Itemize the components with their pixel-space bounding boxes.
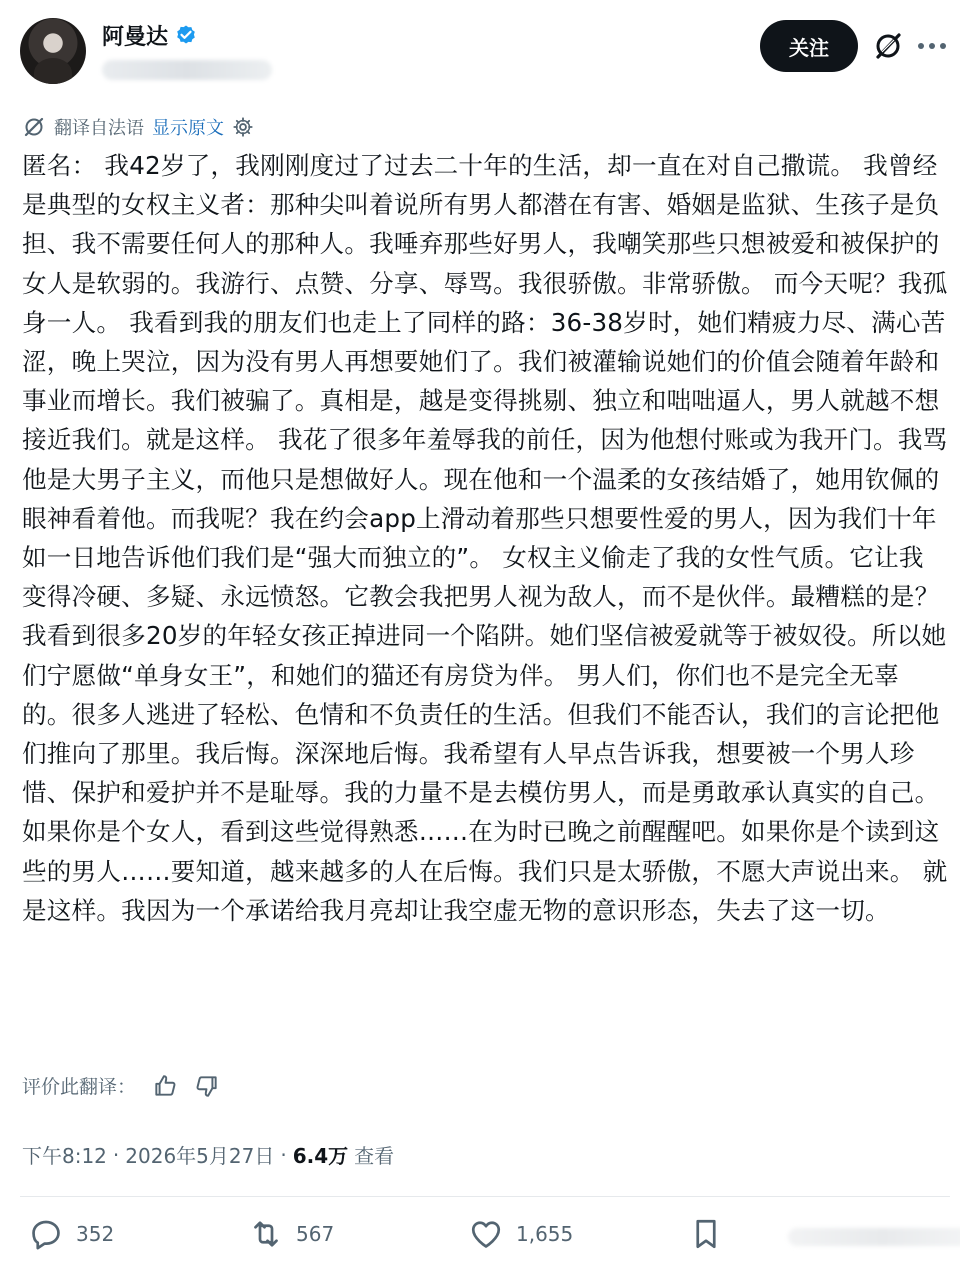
translation-bar xyxy=(22,114,254,140)
more-dot xyxy=(929,43,935,49)
rate-translation xyxy=(22,1072,220,1099)
meta-separator: · xyxy=(280,1142,287,1167)
thumbs-down-icon[interactable] xyxy=(194,1073,220,1099)
author-row xyxy=(102,20,198,51)
action-bar xyxy=(28,1216,928,1256)
author-handle-redacted xyxy=(102,60,272,80)
meta-separator: · xyxy=(112,1142,120,1167)
more-icon[interactable] xyxy=(918,30,946,62)
grok-translate-icon xyxy=(22,115,46,139)
show-original-link[interactable]: 显示原文 xyxy=(152,118,224,139)
rate-label: 评价此翻译： xyxy=(22,1076,137,1098)
repost-button[interactable] xyxy=(248,1216,334,1252)
reply-count: 352 xyxy=(76,1222,115,1246)
like-button[interactable] xyxy=(468,1216,573,1252)
repost-icon xyxy=(248,1216,284,1252)
more-dot xyxy=(918,43,924,49)
post-header xyxy=(0,0,960,100)
more-dot xyxy=(940,43,946,49)
views-label: 查看 xyxy=(354,1144,395,1168)
post-time[interactable]: 下午8:12 xyxy=(22,1144,107,1168)
gear-icon[interactable] xyxy=(232,116,254,138)
reply-icon xyxy=(28,1216,64,1252)
avatar[interactable] xyxy=(20,18,86,84)
divider xyxy=(20,1196,950,1197)
reply-button[interactable] xyxy=(28,1216,114,1252)
like-count: 1,655 xyxy=(516,1222,574,1246)
post-date[interactable]: 2026年5月27日 xyxy=(125,1144,275,1168)
bookmark-icon xyxy=(688,1216,724,1252)
follow-button[interactable]: 关注 xyxy=(760,20,858,72)
grok-icon[interactable] xyxy=(872,30,904,62)
post-meta xyxy=(22,1140,394,1169)
post-text: 匿名： 我42岁了，我刚刚度过了过去二十年的生活，却一直在对自己撒谎。 我曾经是典型的女权主义者：那种尖叫着说所有男人都潜在有害、婚姻是监狱、生孩子是负担、我不需要任何人的那种人。我唾弃那些好男人，我嘲笑那些只想被爱和被保护的女人是软弱的。我游行、点赞、分享、辱骂。我很骄傲。非常骄傲。 而今天呢？我孤身一人。 我看到我的朋友们也走上了同样的路：36-38岁时，她们精疲力尽、满心苦涩，晚上哭泣，因为没有男人再想要她们了。我们被灌输说她们的价值会随着年龄和事业而增长。我们被骗了。真相是，越是变得挑剔、独立和咄咄逼人，男人就越不想接近我们。就是这样。 我花了很多年羞辱我的前任，因为他想付账或为我开门。我骂他是大男子主义，而他只是想做好人。现在他和一个温柔的女孩结婚了，她用钦佩的眼神看着他。而我呢？我在约会app上滑动着那些只想要性爱的男人，因为我们十年如一日地告诉他们我们是“强大而独立的”。 女权主义偷走了我的女性气质。它让我变得冷硬、多疑、永远愤怒。它教会我把男人视为敌人，而不是伙伴。最糟糕的是？我看到很多20岁的年轻女孩正掉进同一个陷阱。她们坚信被爱就等于被奴役。所以她们宁愿做“单身女王”，和她们的猫还有房贷为伴。 男人们，你们也不是完全无辜的。很多人逃进了轻松、色情和不负责任的生活。但我们不能否认，我们的言论把他们推向了那里。我后悔。深深地后悔。我希望有人早点告诉我，想要被一个男人珍惜、保护和爱护并不是耻辱。我的力量不是去模仿男人，而是勇敢承认真实的自己。如果你是个女人，看到这些觉得熟悉……在为时已晚之前醒醒吧。如果你是个读到这些的男人……要知道，越来越多的人在后悔。我们只是太骄傲，不愿大声说出来。 就是这样。我因为一个承诺给我月亮却让我空虚无物的意识形态，失去了这一切。 xyxy=(22,151,948,925)
author-name[interactable]: 阿曼达 xyxy=(102,25,169,50)
verified-badge-icon xyxy=(174,24,198,48)
bookmark-button[interactable] xyxy=(688,1216,724,1252)
views-count: 6.4万 xyxy=(292,1144,349,1168)
thumbs-up-icon[interactable] xyxy=(152,1073,178,1099)
heart-icon xyxy=(468,1216,504,1252)
repost-count: 567 xyxy=(296,1222,335,1246)
translation-note: 翻译自法语 xyxy=(54,118,144,139)
share-area-redacted xyxy=(788,1228,960,1246)
